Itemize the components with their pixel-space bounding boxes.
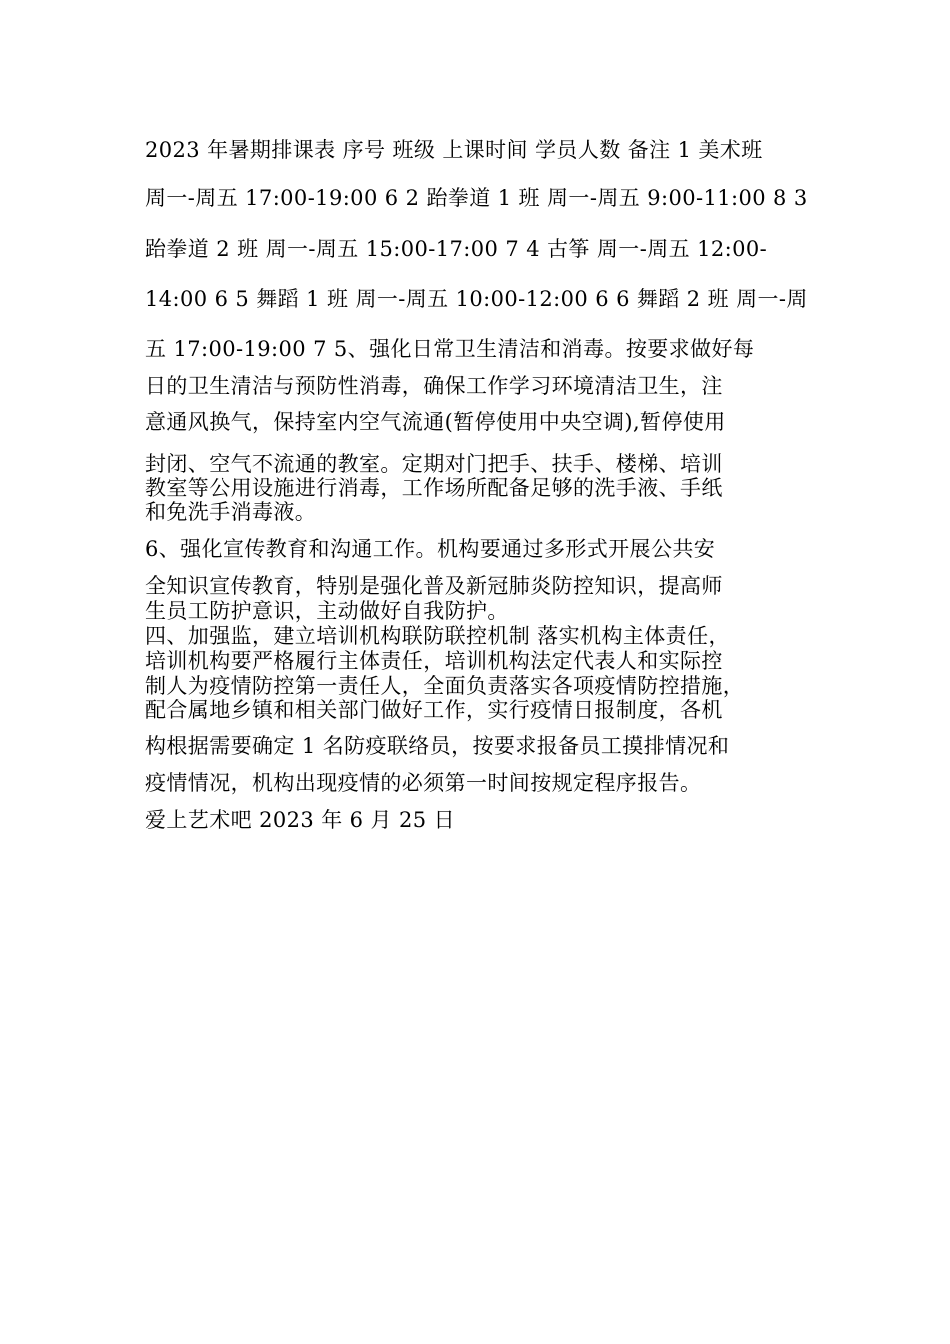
text-line-15: 培训机构要严格履行主体责任，培训机构法定代表人和实际控	[145, 649, 723, 673]
text-line-14: 四、加强监，建立培训机构联防联控机制 落实机构主体责任，	[145, 624, 730, 648]
text-line-18: 构根据需要确定 1 名防疫联络员，按要求报备员工摸排情况和	[145, 734, 730, 758]
text-line-13: 生员工防护意识，主动做好自我防护。	[145, 599, 509, 623]
text-line-12: 全知识宣传教育，特别是强化普及新冠肺炎防控知识，提高师	[145, 574, 723, 598]
text-line-17: 配合属地乡镇和相关部门做好工作，实行疫情日报制度，各机	[145, 698, 723, 722]
text-line-10: 和免洗手消毒液。	[145, 500, 317, 524]
text-line-2: 周一-周五 17:00-19:00 6 2 跆拳道 1 班 周一-周五 9:00-11:00 8 3	[145, 186, 808, 210]
text-line-11: 6、强化宣传教育和沟通工作。机构要通过多形式开展公共安	[145, 537, 716, 561]
text-line-5: 五 17:00-19:00 7 5、强化日常卫生清洁和消毒。按要求做好每	[145, 337, 755, 361]
text-line-6: 日的卫生清洁与预防性消毒，确保工作学习环境清洁卫生，注	[145, 374, 723, 398]
text-line-9: 教室等公用设施进行消毒，工作场所配备足够的洗手液、手纸	[145, 476, 723, 500]
text-line-4: 14:00 6 5 舞蹈 1 班 周一-周五 10:00-12:00 6 6 舞蹈 2 班 周一-周	[145, 287, 808, 311]
text-line-19: 疫情情况，机构出现疫情的必须第一时间按规定程序报告。	[145, 771, 702, 795]
signature-date-line: 爱上艺术吧 2023 年 6 月 25 日	[145, 808, 455, 832]
text-line-3: 跆拳道 2 班 周一-周五 15:00-17:00 7 4 古筝 周一-周五 12:00-	[145, 237, 768, 261]
text-line-16: 制人为疫情防控第一责任人，全面负责落实各项疫情防控措施，	[145, 674, 745, 698]
text-line-1: 2023 年暑期排课表 序号 班级 上课时间 学员人数 备注 1 美术班	[145, 138, 763, 162]
text-line-7: 意通风换气，保持室内空气流通(暂停使用中央空调),暂停使用	[145, 410, 726, 434]
text-line-8: 封闭、空气不流通的教室。定期对门把手、扶手、楼梯、培训	[145, 452, 723, 476]
